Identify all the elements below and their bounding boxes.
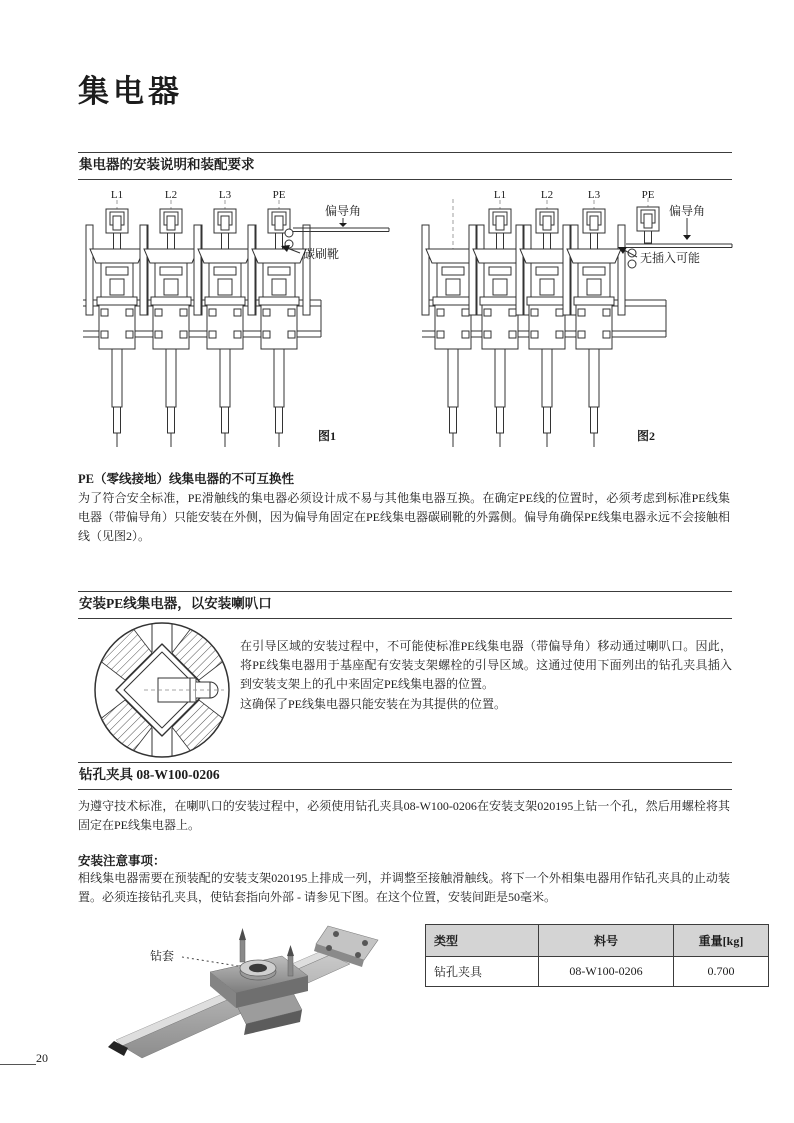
section2-heading-bar xyxy=(78,591,732,619)
fig2-deflection-label: 偏导角 xyxy=(668,204,706,218)
pe-subheading: PE（零线接地）线集电器的不可互换性 xyxy=(78,472,294,486)
fig2-no-insert-label: 无插入可能 xyxy=(640,251,701,265)
fig1-label-l2: L2 xyxy=(164,189,178,201)
jig-paragraph: 为遵守技术标准，在喇叭口的安装过程中，必须使用钻孔夹具08-W100-0206在安装支架020195上钻一个孔，然后用螺栓将其固定在PE线集电器上。 xyxy=(78,799,730,833)
table-row xyxy=(426,957,769,987)
cell-part-number: 08-W100-0206 xyxy=(539,957,674,987)
section2-heading: 安装PE线集电器，以安装喇叭口 xyxy=(79,596,272,611)
fig1-label-pe: PE xyxy=(272,189,286,201)
flare-paragraph-1: 在引导区域的安装过程中，不可能使标准PE线集电器（带偏导角）移动通过喇叭口。因此，将PE线集电器用于基座配有安装支架螺栓的引导区域。这通过使用下面列出的钻孔夹具插入到安装支架上的孔中来固定PE线集电器的位置。 xyxy=(240,639,732,692)
cell-weight: 0.700 xyxy=(674,957,769,987)
fig1-deflection-arrow xyxy=(339,218,347,227)
parts-table xyxy=(425,924,769,987)
drill-sleeve xyxy=(240,960,276,980)
fig1-caption: 图1 xyxy=(318,429,337,443)
cell-type: 钻孔夹具 xyxy=(426,957,539,987)
notes-paragraph: 相线集电器需要在预装配的安装支架020195上排成一列，并调整至接触滑触线。将下一个外相集电器用作钻孔夹具的止动装置。必须连接钻孔夹具，使钻套指向外部 - 请参见下图。在这个位置，安装间距是50毫米。 xyxy=(78,871,730,905)
footer-rule xyxy=(0,1064,36,1065)
section1-heading: 集电器的安装说明和装配要求 xyxy=(79,157,255,172)
fig2-label-l2: L2 xyxy=(540,189,554,201)
pe-paragraph: 为了符合安全标准，PE滑触线的集电器必须设计成不易与其他集电器互换。在确定PE线的位置时，必须考虑到标准PE线集电器（带偏导角）只能安装在外侧，因为偏导角固定在PE线集电器碳刷靴的外露侧。偏导角确保PE线集电器永远不会接触相线（见图2）。 xyxy=(78,491,731,544)
fig2-label-l1b: L1 xyxy=(493,189,507,201)
drill-jig-photo xyxy=(92,898,404,1063)
notes-heading: 安装注意事项： xyxy=(78,854,166,868)
fig1-deflection-label: 偏导角 xyxy=(324,204,362,218)
jig-beam-top xyxy=(116,950,330,1046)
jig-sleeve-label: 钻套 xyxy=(150,949,175,963)
collector-units xyxy=(422,199,625,447)
col-header-part-number: 料号 xyxy=(539,925,674,957)
page-title: 集电器 xyxy=(78,74,183,109)
page-number: 20 xyxy=(36,1051,48,1065)
col-header-weight: 重量[kg] xyxy=(674,925,769,957)
fig2-label-l3: L3 xyxy=(587,189,601,201)
flare-paragraph-2: 这确保了PE线集电器只能安装在为其提供的位置。 xyxy=(240,696,507,711)
fig1-label-l1: L1 xyxy=(110,189,124,201)
section3-heading: 钻孔夹具 08-W100-0206 xyxy=(79,767,220,782)
flare-text-block xyxy=(240,637,732,714)
fig1-label-l3: L3 xyxy=(218,189,232,201)
flare-cross-section-diagram xyxy=(88,616,236,764)
collector-units xyxy=(86,200,310,447)
parts-table-header-row xyxy=(426,925,769,957)
figure2-collector-diagram xyxy=(420,185,735,447)
figure1-collector-diagram xyxy=(81,185,393,447)
section1-heading-bar xyxy=(78,152,732,180)
fig2-caption: 图2 xyxy=(637,429,656,443)
col-header-type: 类型 xyxy=(426,925,539,957)
fig2-label-pe: PE xyxy=(641,189,655,201)
deflection-bar xyxy=(285,228,389,248)
fig2-deflection-arrow xyxy=(683,218,691,240)
jig-label-leader xyxy=(182,957,238,966)
section3-heading-bar xyxy=(78,762,732,790)
pe-collector-head xyxy=(637,198,659,243)
fig1-brush-label: 碳刷靴 xyxy=(303,247,340,261)
